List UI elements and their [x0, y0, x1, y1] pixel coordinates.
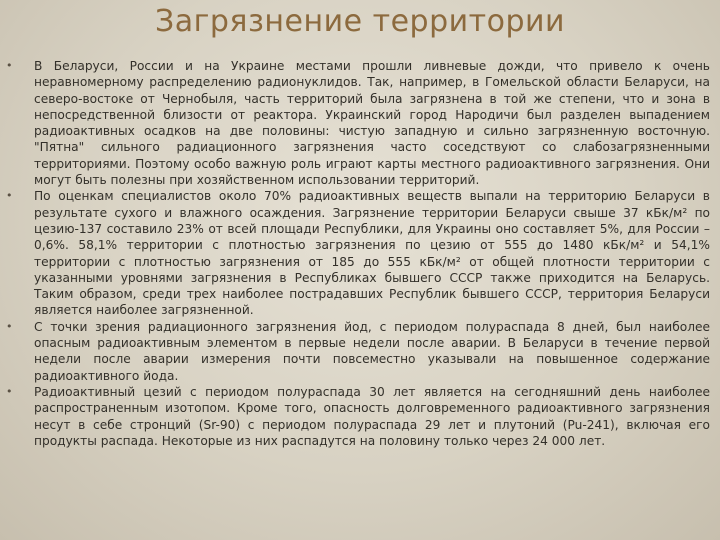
slide-title: Загрязнение территории: [155, 4, 565, 39]
bullet-item: [6, 319, 710, 384]
bullet-dot-icon: •: [6, 319, 13, 333]
bullet-item: [6, 188, 710, 318]
bullet-text: В Беларуси, России и на Украине местами прошли ливневые дожди, что привело к очень неравномерному распределению радионуклидов. Так, например, в Гомельской области Беларуси, на северо-востоке от Чернобыля, часть территорий была загрязнена в той же степени, что и зона в непосредственной близости от реактора. Украинский город Народичи был разделен выпадением радиоактивных осадков на две половины: чистую западную и сильно загрязненную восточную. "Пятна" сильного радиационного загрязнения часто соседствуют со слабозагрязненными территориями. Поэтому особо важную роль играют карты местного радиоактивного загрязнения. Они могут быть полезны при хозяйственном использовании территорий.: [34, 59, 710, 188]
bullet-text: По оценкам специалистов около 70% радиоактивных веществ выпали на территорию Беларуси в результате сухого и влажного осаждения. Загрязнение территории Беларуси свыше 37 кБк/м² по цезию-137 составило 23% от всей площади Республики, для Украины оно составляет 5%, для России – 0,6%. 58,1% территории с плотностью загрязнения по цезию от 555 до 1480 кБк/м² и 54,1% территории с плотностью загрязнения от 185 до 555 кБк/м² от общей плотности территории с указанными уровнями загрязнения в Республиках бывшего СССР также приходится на Беларусь. Таким образом, среди трех наиболее пострадавших Республик бывшего СССР, территория Беларуси является наиболее загрязненной.: [34, 189, 710, 318]
bullet-list: [6, 58, 710, 449]
bullet-dot-icon: •: [6, 59, 13, 72]
bullet-text: Радиоактивный цезий с периодом полураспада 30 лет является на сегодняшний день наиболее распространенным изотопом. Кроме того, опасность долговременного радиоактивного загрязнения несут в себе стронций (Sr-90) с периодом полураспада 29 лет и плутоний (Pu-241), включая его продукты распада. Некоторые из них распадутся на половину только через 24 000 лет.: [34, 384, 710, 448]
bullet-item: [6, 384, 710, 449]
bullet-item: [6, 58, 710, 188]
bullet-text: С точки зрения радиационного загрязнения йод, с периодом полураспада 8 дней, был наиболее опасным радиоактивным элементом в первые недели после аварии. В Беларуси в течение первой недели после аварии измерения почти повсеместно указывали на повышенное содержание радиоактивного йода.: [34, 319, 710, 383]
bullet-dot-icon: •: [6, 189, 13, 203]
bullet-dot-icon: •: [6, 384, 13, 398]
